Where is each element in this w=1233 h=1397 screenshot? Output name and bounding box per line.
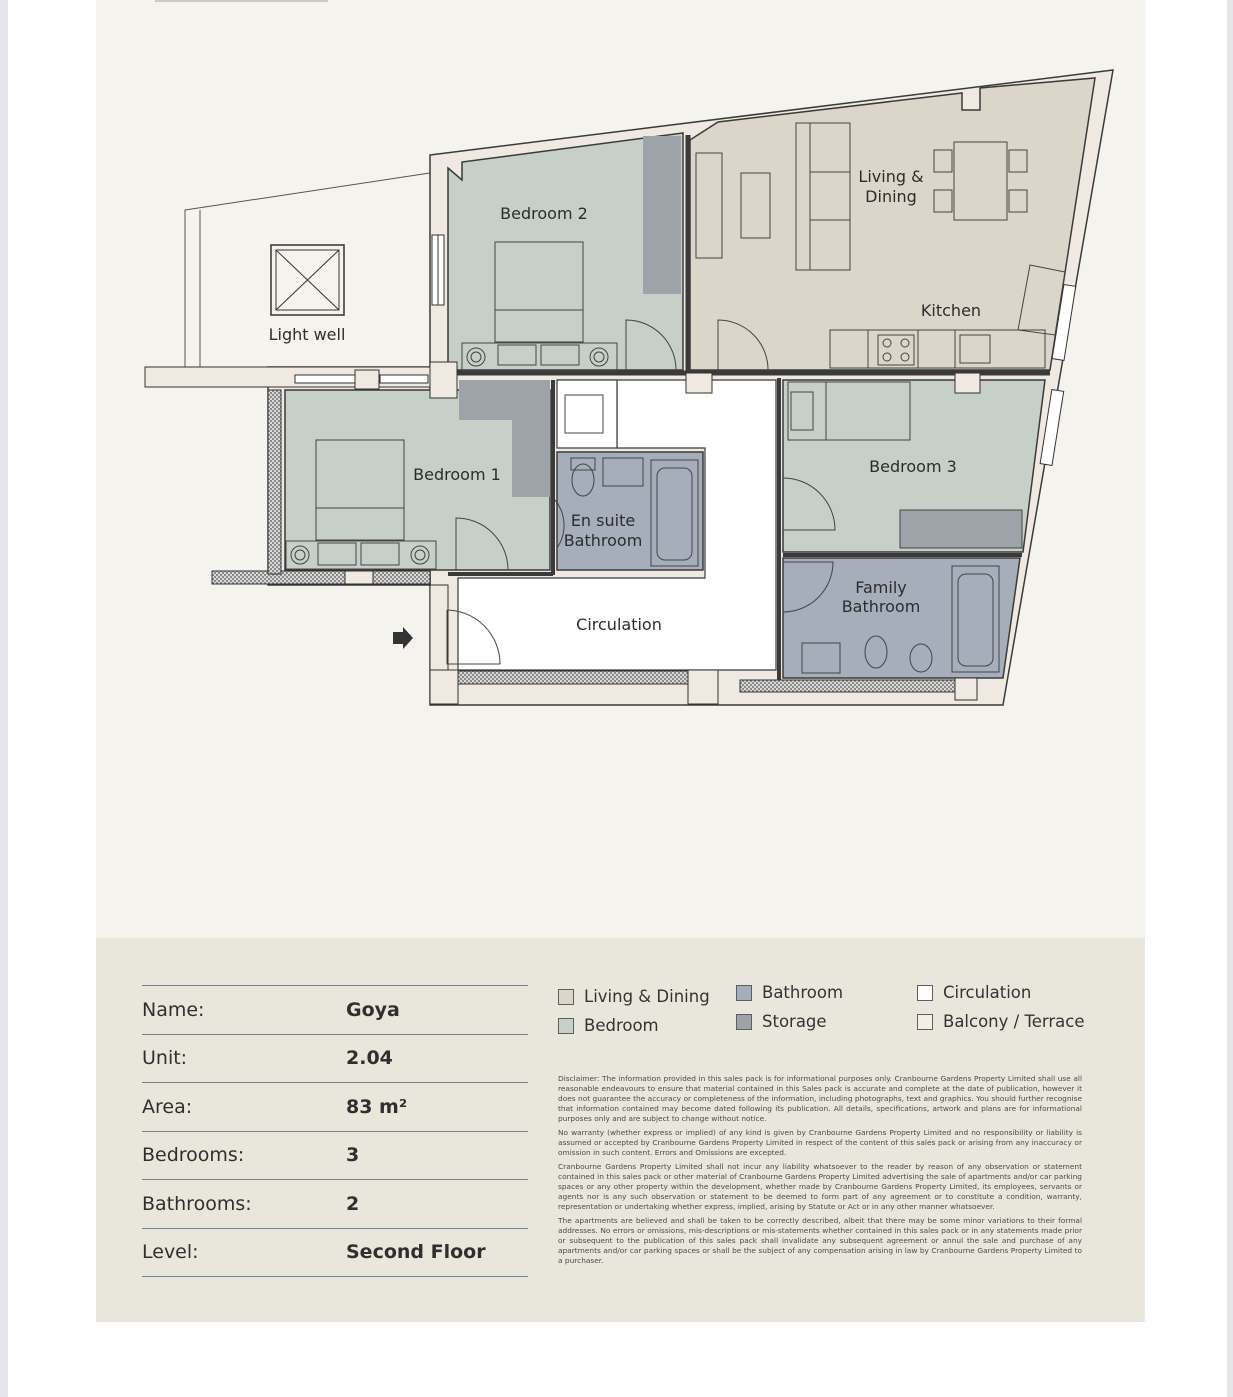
legend-item-balcony xyxy=(917,1012,1085,1031)
spec-row-area xyxy=(142,1083,528,1132)
legend-label: Bedroom xyxy=(584,1016,659,1035)
legend-swatch xyxy=(558,1018,574,1034)
disclaimer-paragraph: Disclaimer: The information provided in this sales pack is for informational purposes only. Cranbourne Gardens Property Limited shall use all reasonable endeavours to ensure that material contained in this Sales pack is accurate and complete at the date of publication, however it does not guarantee the accuracy or completeness of the information, including photographs, text and graphics. You should further recognise that information contained may become dated following its publication. All details, specifications, artwork and plans are for informational purposes only and are subject to change without notice. xyxy=(558,1074,1082,1123)
spec-row-name xyxy=(142,986,528,1035)
disclaimer-paragraph: No warranty (whether express or implied) of any kind is given by Cranbourne Gardens Property Limited and no responsibility or liability is assumed or accepted by Cranbourne Gardens Property Limited in respect of the content of this sales pack or arising from any inaccuracy or omission in such content. Errors and Omissions are excepted. xyxy=(558,1128,1082,1157)
spec-value: Second Floor xyxy=(346,1241,486,1264)
bedroom-2-label: Bedroom 2 xyxy=(500,204,588,223)
spec-row-level xyxy=(142,1229,528,1278)
skylight-icon xyxy=(271,245,344,315)
spec-value: 2 xyxy=(346,1192,360,1215)
ensuite-label-line1: En suite xyxy=(570,511,636,530)
legend-swatch xyxy=(558,989,574,1005)
legend-label: Balcony / Terrace xyxy=(943,1012,1085,1031)
family-bathroom-area xyxy=(783,558,1020,678)
circulation-label: Circulation xyxy=(576,615,662,634)
ensuite-label-line2: Bathroom xyxy=(563,531,643,550)
spec-row-bathrooms xyxy=(142,1180,528,1229)
living-dining-area xyxy=(690,78,1095,370)
legend-item-bathroom xyxy=(736,983,843,1002)
floorplan-drawing xyxy=(96,0,1145,938)
legend-item-storage xyxy=(736,1012,827,1031)
bedroom-3-label: Bedroom 3 xyxy=(869,457,957,476)
legend-label: Storage xyxy=(762,1012,827,1031)
spec-label: Name: xyxy=(142,998,205,1021)
spec-label: Bathrooms: xyxy=(142,1192,252,1215)
spec-value: Goya xyxy=(346,998,400,1021)
kitchen-label: Kitchen xyxy=(920,301,982,320)
legend-item-living-dining xyxy=(558,987,710,1006)
bedroom-1-label: Bedroom 1 xyxy=(413,465,501,484)
spec-label: Unit: xyxy=(142,1047,188,1070)
spec-value: 2.04 xyxy=(346,1047,393,1070)
spec-value: 83 m² xyxy=(346,1095,408,1118)
legend-swatch xyxy=(917,985,933,1001)
living-dining-label-line1: Living & xyxy=(858,167,924,186)
legend-item-bedroom xyxy=(558,1016,659,1035)
legend-label: Bathroom xyxy=(762,983,844,1002)
living-dining-label-line2: Dining xyxy=(865,187,917,206)
light-well-label: Light well xyxy=(268,325,346,344)
spec-label: Area: xyxy=(142,1095,193,1118)
family-bathroom-label-line1: Family xyxy=(855,578,907,597)
details-panel xyxy=(96,938,1145,1322)
spec-label: Bedrooms: xyxy=(142,1144,245,1167)
legend-swatch xyxy=(736,985,752,1001)
spec-row-unit xyxy=(142,1035,528,1084)
family-bathroom-label-line2: Bathroom xyxy=(841,597,921,616)
legend-label: Circulation xyxy=(943,983,1032,1002)
disclaimer-text xyxy=(558,1074,1082,1270)
spec-label: Level: xyxy=(142,1241,199,1264)
disclaimer-paragraph: Cranbourne Gardens Property Limited shall not incur any liability whatsoever to the reader by reason of any observation or statement contained in this sales pack or other material of Cranbourne Gardens Property Limited advertising the sale of apartments and/or car parking spaces or any other property within the development, whether made by Cranbourne Gardens Property Limited, its employees, servants or agents nor is any such observation or statement to be deemed to form part of any agreement or to constitute a condition, warranty, representation or undertaking whether express, implied, arising by Statute or Act or in any other manner whatsoever. xyxy=(558,1162,1082,1211)
disclaimer-paragraph: The apartments are believed and shall be taken to be correctly described, albeit that there may be some minor variations to their formal addresses. No errors or omissions, mis-descriptions or mis-statements whether contained in this sales pack or in any statements made prior or subsequent to the publication of this sales pack shall invalidate any subsequent agreement or annul the sale and purchase of any apartments and/or car parking spaces or shall be the subject of any compensation arising in law by Cranbourne Gardens Property Limited to a purchaser. xyxy=(558,1216,1082,1265)
page-edge-right xyxy=(1227,0,1233,1397)
entrance-arrow-icon xyxy=(393,627,413,649)
page-edge-left xyxy=(0,0,8,1397)
legend-item-circulation xyxy=(917,983,1031,1002)
spec-value: 3 xyxy=(346,1144,360,1167)
spec-row-bedrooms xyxy=(142,1132,528,1181)
legend-swatch xyxy=(917,1014,933,1030)
spec-table xyxy=(142,985,528,1277)
colour-legend xyxy=(558,983,1098,1047)
legend-label: Living & Dining xyxy=(584,987,710,1006)
legend-swatch xyxy=(736,1014,752,1030)
